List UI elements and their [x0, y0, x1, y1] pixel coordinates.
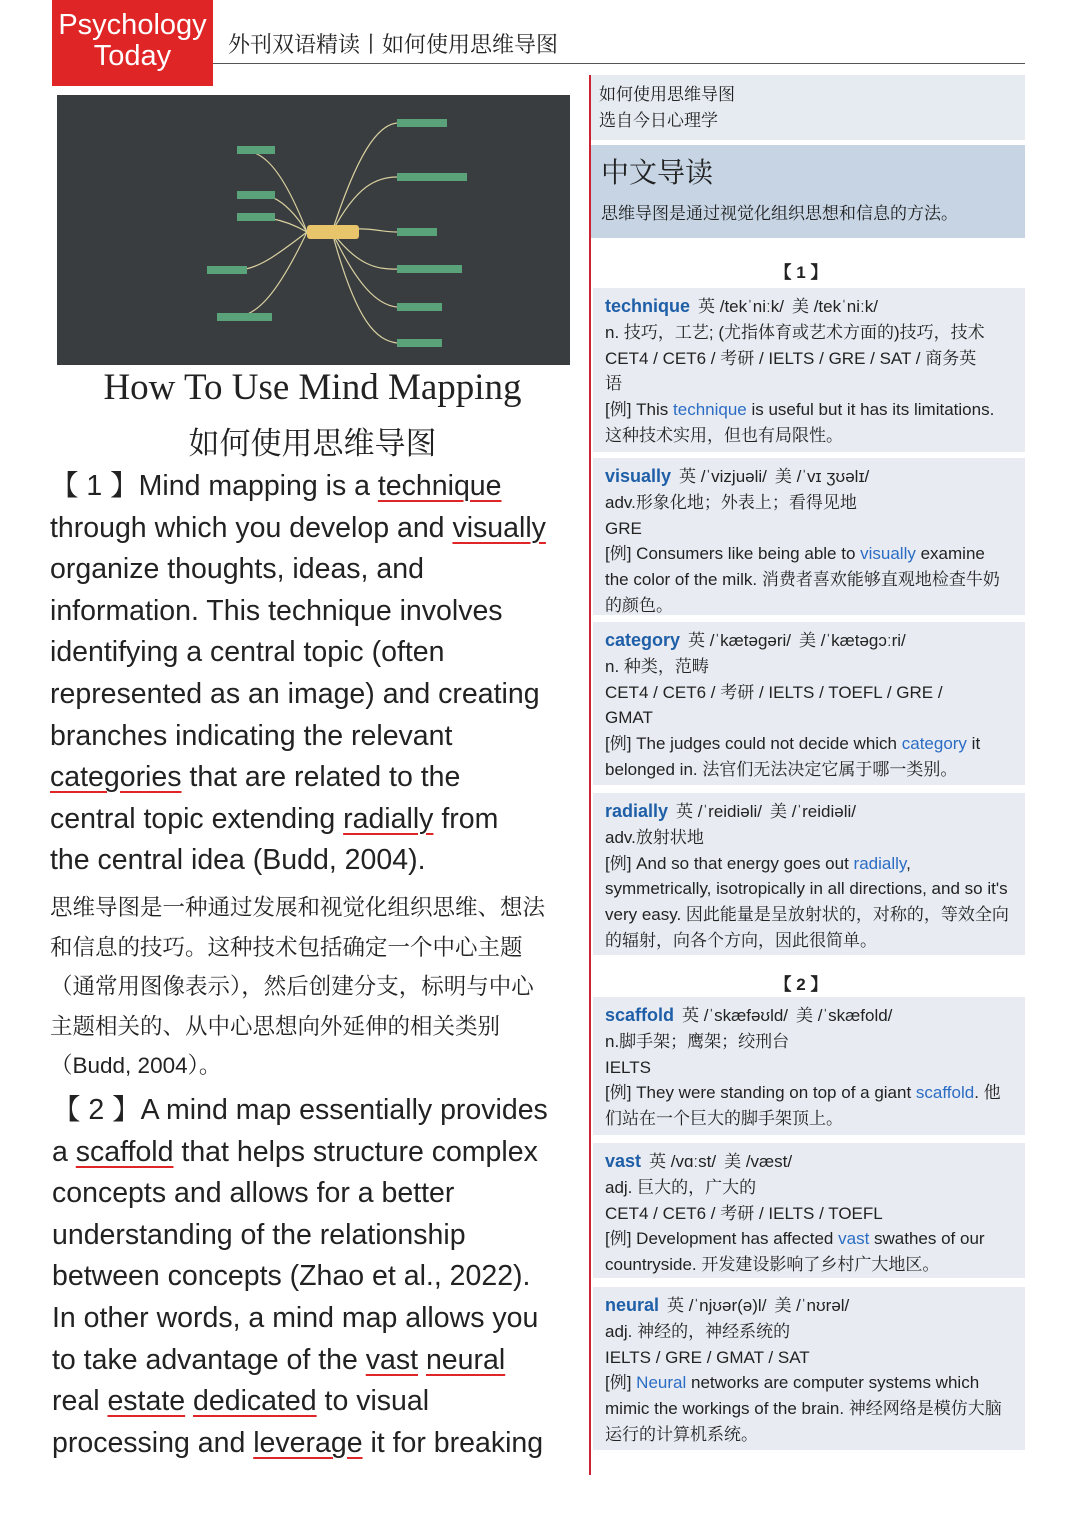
example-text: [例] The judges could not decide which — [605, 734, 902, 754]
text-line — [52, 1423, 582, 1465]
example-highlight: scaffold — [915, 1083, 975, 1103]
text-line: （Budd, 2004）。 — [50, 1053, 222, 1078]
vocab-card — [593, 288, 1025, 452]
header-divider — [213, 63, 1025, 64]
header-title: 外刊双语精读丨如何使用思维导图 — [228, 32, 559, 57]
text-line: 和信息的技巧。这种技术包括确定一个中心主题 — [50, 934, 523, 960]
vocab-card — [593, 997, 1025, 1135]
vocab-example — [605, 1226, 1013, 1278]
example-text: [例] Consumers like being able to — [605, 544, 861, 564]
pronunciation-us: 美 /væst/ — [724, 1152, 793, 1171]
vocab-detail: adv.放射状地 — [605, 827, 704, 847]
sidebar-divider — [589, 75, 591, 1475]
article-title-en: How To Use Mind Mapping — [103, 367, 522, 408]
text-segment — [418, 1344, 426, 1376]
section-2-marker: 【 2 】 — [774, 975, 828, 994]
vocab-word: vast — [605, 1151, 642, 1171]
example-text: [例] Development has affected — [605, 1229, 839, 1249]
pronunciation-uk: 英 /ˈskæfəʊld/ — [682, 1006, 789, 1025]
pronunciation-us: 美 /ˈvɪ ʒʊəlɪ/ — [774, 467, 870, 486]
example-highlight: vast — [838, 1229, 870, 1249]
vocab-word: scaffold — [75, 1135, 174, 1168]
pronunciation-us: 美 /tekˈniːk/ — [791, 297, 878, 316]
example-text: . 他们站在一个巨大的脚手架顶上。 — [605, 1083, 1001, 1129]
paragraph-2-en — [52, 1090, 582, 1464]
text-line — [52, 1256, 582, 1298]
vocab-detail: IELTS / GRE / GMAT / SAT — [605, 1347, 810, 1367]
vocab-word: visually — [452, 511, 546, 544]
vocab-example — [605, 851, 1013, 954]
text-segment: 【 1 】Mind mapping is a — [50, 470, 378, 502]
text-segment: from — [433, 802, 499, 835]
example-text: [例] This — [605, 400, 674, 420]
text-segment: concepts and allows for a better — [52, 1177, 455, 1210]
text-segment: to visual — [316, 1385, 430, 1418]
vocab-word: category — [605, 630, 681, 650]
article-title-zh: 如何使用思维导图 — [188, 426, 437, 461]
text-segment: identifying a central topic (often — [50, 636, 445, 669]
vocab-word: vast — [365, 1343, 419, 1376]
vocab-word: dedicated — [193, 1385, 317, 1418]
text-segment: branches indicating the relevant — [50, 719, 453, 752]
sidebar-intro — [591, 75, 1025, 140]
pronunciation-uk: 英 /ˈreidiəli/ — [676, 802, 763, 821]
text-segment — [185, 1385, 193, 1417]
vocab-header — [605, 799, 1013, 825]
text-segment: represented as an image) and creating — [50, 677, 540, 710]
vocab-header — [605, 294, 1013, 320]
text-line — [52, 1298, 582, 1340]
text-line — [52, 1215, 582, 1257]
text-line — [50, 757, 580, 799]
paragraph-1-en — [50, 466, 580, 882]
guide-title: 中文导读 — [601, 157, 714, 188]
text-line — [50, 591, 580, 633]
text-line — [50, 799, 580, 841]
example-highlight: Neural — [636, 1373, 687, 1393]
vocab-detail: IELTS — [605, 1057, 651, 1077]
vocab-detail: GRE — [605, 518, 642, 538]
example-text: [例] They were standing on top of a giant — [605, 1083, 916, 1103]
text-segment: real — [52, 1385, 108, 1418]
text-segment: to take advantage of the — [52, 1343, 366, 1376]
text-line — [50, 466, 580, 508]
intro-source: 选自今日心理学 — [599, 111, 718, 130]
example-text: [例] — [605, 1373, 637, 1393]
vocab-detail: 语 — [605, 374, 622, 394]
vocab-detail: GMAT — [605, 708, 653, 728]
pronunciation-us: 美 /ˈnʊrəl/ — [774, 1296, 850, 1315]
text-line: 思维导图是一种通过发展和视觉化组织思维、想法 — [50, 895, 546, 920]
vocab-word: radially — [605, 801, 669, 821]
mind-map-illustration — [57, 95, 570, 365]
text-segment: 【 2 】A mind map essentially provides — [52, 1094, 548, 1126]
vocab-detail: n. 技巧，工艺; (尤指体育或艺术方面的)技巧，技术 — [605, 322, 985, 342]
vocab-card — [593, 622, 1025, 785]
vocab-card — [593, 793, 1025, 955]
example-highlight: technique — [673, 400, 747, 420]
text-line — [52, 1090, 582, 1132]
vocab-detail: adv.形象化地；外表上；看得见地 — [605, 492, 857, 512]
vocab-word: scaffold — [605, 1005, 675, 1025]
text-line — [52, 1381, 582, 1423]
text-segment: In other words, a mind map allows you — [52, 1301, 539, 1334]
vocab-header — [605, 1293, 1013, 1319]
vocab-detail: adj. 神经的，神经系统的 — [605, 1321, 791, 1341]
text-segment: between concepts (Zhao et al., 2022). — [52, 1260, 531, 1293]
guide-text: 思维导图是通过视觉化组织思想和信息的方法。 — [601, 204, 958, 223]
vocab-example — [605, 397, 1013, 449]
intro-title: 如何使用思维导图 — [599, 85, 735, 104]
vocab-example — [605, 1370, 1013, 1447]
vocab-header — [605, 628, 1013, 654]
vocab-card — [593, 458, 1025, 615]
paragraph-1-zh — [50, 888, 580, 1086]
pronunciation-uk: 英 /ˈnjʊər(ə)l/ — [667, 1296, 767, 1315]
example-text: [例] And so that energy goes out — [605, 853, 854, 873]
example-text: networks are computer systems which mimic the workings of the brain. 神经网络是模仿大脑运行的计算机系统。 — [605, 1373, 1002, 1444]
vocab-header — [605, 1149, 1013, 1175]
text-line — [50, 674, 580, 716]
text-segment: a — [52, 1135, 76, 1168]
example-text: examine the color of the milk. 消费者喜欢能够直观地检查牛奶的颜色。 — [605, 544, 1000, 615]
vocab-word: estate — [107, 1385, 186, 1418]
example-text: is useful but it has its limitations. 这种技术实用，但也有局限性。 — [605, 400, 995, 445]
vocab-detail: n.脚手架；鹰架；绞刑台 — [605, 1031, 790, 1051]
vocab-word: radially — [343, 802, 434, 835]
text-line — [50, 716, 580, 758]
vocab-detail: n. 种类，范畴 — [605, 656, 709, 676]
text-line — [52, 1132, 582, 1174]
text-segment: processing and — [52, 1426, 254, 1459]
vocab-word: technique — [377, 470, 502, 502]
vocab-detail: CET4 / CET6 / 考研 / IELTS / TOEFL / GRE / — [605, 682, 943, 702]
text-segment: information. This technique involves — [50, 594, 503, 627]
text-segment: the central idea (Budd, 2004). — [50, 844, 426, 877]
pronunciation-uk: 英 /ˈkætəgəri/ — [688, 631, 792, 650]
text-segment: that are related to the — [181, 761, 461, 794]
example-highlight: radially — [853, 853, 907, 873]
vocab-example — [605, 1080, 1013, 1132]
vocab-word: neural — [425, 1343, 506, 1376]
text-segment: it for breaking — [362, 1426, 544, 1459]
text-segment: central topic extending — [50, 802, 344, 835]
vocab-card — [593, 1143, 1025, 1278]
pronunciation-uk: 英 /ˈvizjuəli/ — [679, 467, 767, 486]
vocab-header — [605, 464, 1013, 490]
text-line — [50, 632, 580, 674]
text-line — [52, 1340, 582, 1382]
text-line — [52, 1173, 582, 1215]
vocab-card — [593, 1287, 1025, 1450]
mind-map-image — [57, 95, 570, 365]
pronunciation-uk: 英 /vɑːst/ — [649, 1152, 717, 1171]
vocab-detail: CET4 / CET6 / 考研 / IELTS / TOEFL — [605, 1203, 883, 1223]
text-segment: through which you develop and — [50, 511, 453, 544]
vocab-example — [605, 731, 1013, 783]
example-text: , symmetrically, isotropically in all directions, and so it's very easy. 因此能量是呈放射状的，对称的，等效全向的辐射，向各个方向，因此很简单。 — [605, 853, 1009, 950]
vocab-detail: CET4 / CET6 / 考研 / IELTS / GRE / SAT / 商务英 — [605, 348, 977, 368]
vocab-word: leverage — [253, 1426, 363, 1459]
text-segment: that helps structure complex — [173, 1135, 538, 1168]
section-1-marker: 【 1 】 — [774, 263, 828, 282]
vocab-header — [605, 1003, 1013, 1029]
chinese-guide — [591, 145, 1025, 238]
vocab-example — [605, 541, 1013, 618]
text-line: （通常用图像表示），然后创建分支，标明与中心 — [50, 974, 534, 999]
pronunciation-us: 美 /ˈreidiəli/ — [770, 802, 856, 821]
text-line — [50, 840, 580, 882]
vocab-word: visually — [605, 466, 672, 486]
example-highlight: category — [901, 734, 967, 754]
pronunciation-uk: 英 /tekˈniːk/ — [698, 297, 784, 316]
vocab-word: categories — [50, 761, 182, 794]
text-segment: organize thoughts, ideas, and — [50, 553, 424, 586]
text-line: 主题相关的、从中心思想向外延伸的相关类别 — [50, 1013, 501, 1039]
text-line — [50, 549, 580, 591]
vocab-word: neural — [605, 1295, 660, 1315]
example-highlight: visually — [860, 544, 916, 564]
example-text: it belonged in. 法官们无法决定它属于哪一类别。 — [605, 734, 981, 779]
text-line — [50, 508, 580, 550]
pronunciation-us: 美 /ˈskæfold/ — [796, 1006, 893, 1025]
pronunciation-us: 美 /ˈkætəgɔːri/ — [799, 631, 906, 650]
vocab-word: technique — [605, 296, 691, 316]
vocab-detail: adj. 巨大的，广大的 — [605, 1177, 757, 1197]
psychology-today-logo: Psychology Today — [52, 0, 213, 86]
example-text: swathes of our countryside. 开发建设影响了乡村广大地区。 — [605, 1229, 985, 1275]
text-segment: understanding of the relationship — [52, 1218, 466, 1251]
